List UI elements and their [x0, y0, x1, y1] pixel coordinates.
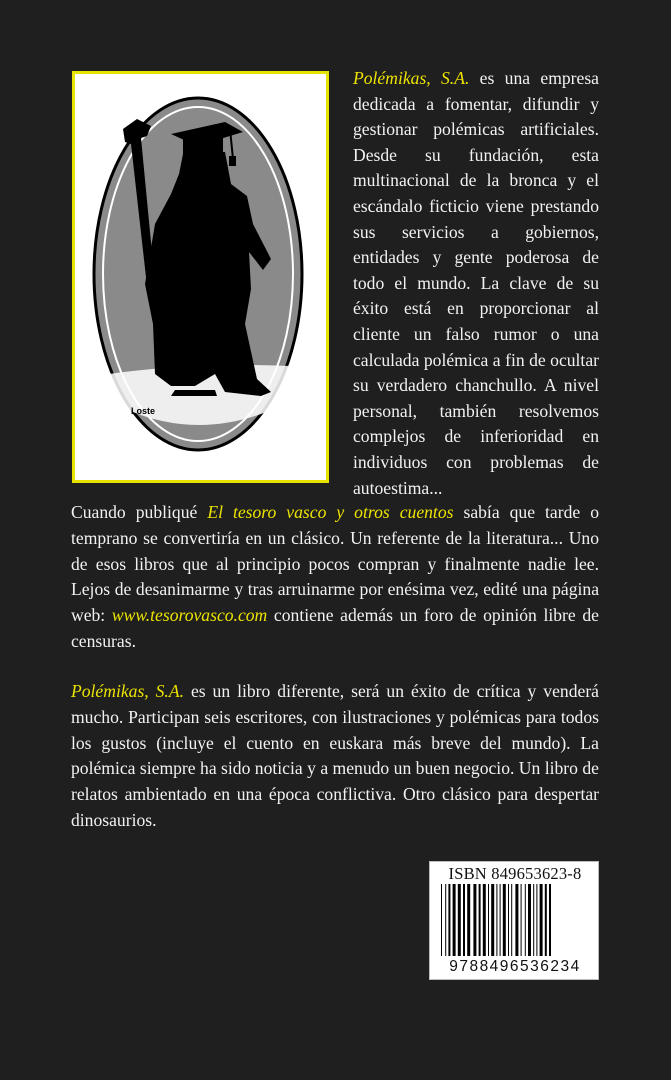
intro-body: es una empresa dedicada a fomentar, difundir y gestionar polémicas artificiales. Desde su fundación, esta multinacional de la bronca y el escándalo ficticio viene prestando sus servicios a gobiernos, entidades y gente poderosa de todo el mundo. La clave de su éxito está en proporcionar al cliente un falso rumor o una calculada polémica a fin de ocultar su verdadero chanchullo. A nivel personal, también resolvemos complejos de inferioridad en individuos con problemas de autoestima... — [353, 68, 599, 498]
barcode-bar — [528, 884, 531, 956]
p1-after: contiene además un foro de opinión libre de censuras. — [71, 605, 599, 651]
ean-number: 9788496536234 — [449, 958, 581, 975]
barcode-bar — [515, 884, 518, 956]
barcode-bar — [483, 884, 486, 956]
barcode-bar — [500, 884, 501, 956]
barcode-bar — [445, 884, 446, 956]
barcode-bar — [545, 884, 547, 956]
barcode-bar — [488, 884, 489, 956]
barcode-bar — [536, 884, 537, 956]
p2-body: es un libro diferente, será un éxito de crítica y venderá mucho. Participan seis escritores, con ilustraciones y polémicas para todos los gustos (incluye el cuento en euskara más breve del mundo). La polémica siempre ha sido noticia y a menudo un buen negocio. Un libro de relatos ambientado en una época conflictiva. Otro clásico para despertar dinosaurios. — [71, 681, 599, 830]
barcode-bar — [511, 884, 512, 956]
illustration-frame — [72, 71, 329, 483]
paragraph-1 — [71, 500, 599, 655]
barcode-bar — [540, 884, 543, 956]
book-title: El tesoro vasco y otros cuentos — [207, 502, 454, 522]
isbn-barcode — [429, 861, 599, 980]
p1-before: Cuando publiqué — [71, 502, 208, 522]
barcode-bar — [441, 884, 442, 956]
barcode-bar — [503, 884, 506, 956]
isbn-label: ISBN 849653623-8 — [448, 864, 582, 883]
p1-middle: sabía que tarde o temprano se convertiría en un clásico. Un referente de la literatura... Uno de esos libros que al principio pocos compran y finalmente nadie lee. Lejos de desanimarme y tras arruinarme por enésima vez, edité una página web: — [71, 502, 600, 626]
barcode-bar — [496, 884, 497, 956]
barcode-bar — [448, 884, 450, 956]
barcode-bar — [491, 884, 494, 956]
barcode-bar — [508, 884, 509, 956]
barcode-bar — [549, 884, 551, 956]
barcode-bar — [533, 884, 534, 956]
paragraph-2 — [71, 679, 599, 834]
barcode-bar — [479, 884, 481, 956]
barcode-bar — [473, 884, 476, 956]
intro-title: Polémikas, S.A. — [353, 68, 470, 88]
website-url: www.tesorovasco.com — [111, 605, 268, 626]
graduate-silhouette-icon — [75, 74, 326, 480]
p2-title: Polémikas, S.A. — [71, 681, 184, 701]
intro-text — [353, 66, 599, 501]
barcode-bar — [525, 884, 526, 956]
illustration-signature: Loste — [131, 406, 156, 416]
barcode-bar — [521, 884, 522, 956]
barcode-bars — [439, 884, 591, 958]
barcode-bar — [458, 884, 461, 956]
barcode-bar — [463, 884, 465, 956]
barcode-bar — [453, 884, 456, 956]
barcode-bar — [467, 884, 470, 956]
